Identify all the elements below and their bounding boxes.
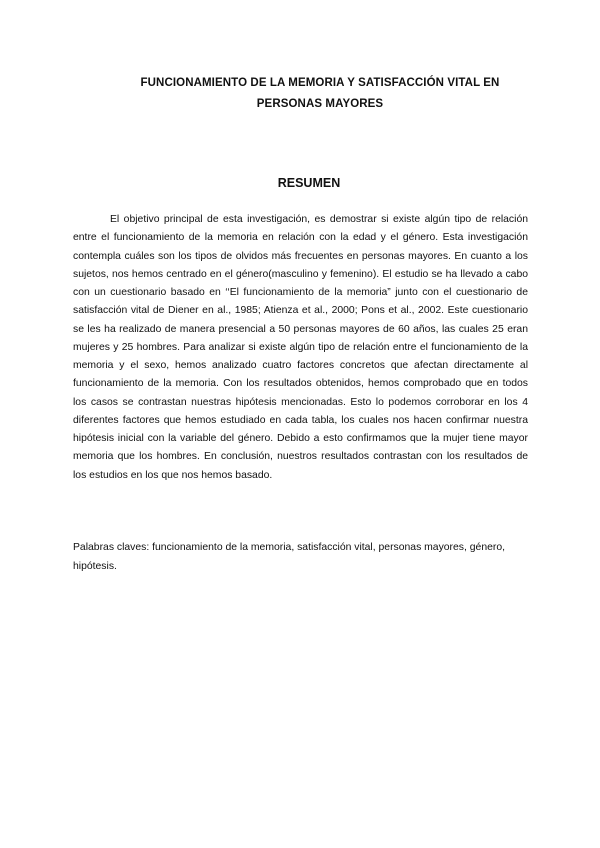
title-line-1: FUNCIONAMIENTO DE LA MEMORIA Y SATISFACCIÓN VITAL EN — [140, 77, 500, 89]
abstract-paragraph: El objetivo principal de esta investigación, es demostrar si existe algún tipo de relación entre el funcionamiento de la memoria en relación con la edad y el género. Esta investigación contempla cuáles son los tipos de olvidos más frecuentes en personas mayores. En cuanto a los sujetos, nos hemos centrado en el género(masculino y femenino). El estudio se ha llevado a cabo con un cuestionario basado en ‘‘El funcionamiento de la memoria” junto con el cuestionario de satisfacción vital de Diener en al., 1985; Atienza et al., 2000; Pons et al., 2002. Este cuestionario se les ha realizado de manera presencial a 50 personas mayores de 60 años, las cuales 25 eran mujeres y 25 hombres. Para analizar si existe algún tipo de relación entre el funcionamiento de la memoria y el sexo, hemos analizado cuatro factores concretos que afectan directamente al funcionamiento de la memoria. Con los resultados obtenidos, hemos comprobado que en todos los casos se contrastan nuestras hipótesis mencionadas. Esto lo podemos corroborar en los 4 diferentes factores que hemos estudiado en cada tabla, los cuales nos hacen confirmar nuestra hipótesis inicial con la variable del género. Debido a esto confirmamos que la mujer tiene mayor memoria que los hombres. En conclusión, nuestros resultados contrastan con los resultados de los estudios en los que nos hemos basado. — [73, 214, 528, 481]
document-title — [110, 73, 530, 115]
keywords-paragraph: Palabras claves: funcionamiento de la memoria, satisfacción vital, personas mayores, género, hipótesis. — [73, 542, 506, 572]
abstract-heading: RESUMEN — [277, 176, 341, 190]
title-line-2: PERSONAS MAYORES — [256, 98, 384, 110]
